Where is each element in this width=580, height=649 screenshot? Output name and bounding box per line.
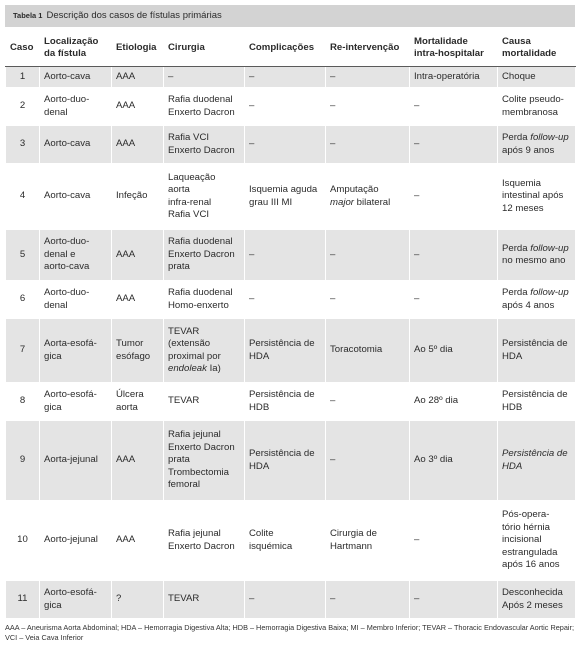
cell-causa: [498, 319, 576, 383]
cell-cirurgia: [164, 421, 245, 501]
cell-mortalidade-text: Intra-operatória: [414, 70, 480, 82]
cell-mortalidade: [410, 319, 498, 383]
cell-etiologia-text: AAA: [116, 293, 136, 305]
cell-localizacao-text: Aorta-esofá- gica: [44, 338, 97, 362]
cell-causa-text: Persistência de HDA: [502, 338, 568, 362]
cell-mortalidade-text: –: [414, 138, 420, 150]
col-header-caso: Caso: [6, 29, 40, 67]
cell-caso: [6, 230, 40, 281]
cell-caso-text: 11: [17, 593, 28, 605]
cell-cirurgia-text: Rafia VCI Enxerto Dacron: [168, 132, 235, 156]
cell-localizacao-text: Aorto-duo- denal: [44, 287, 90, 311]
cell-reintervencao-text: –: [330, 70, 336, 82]
table-row: [6, 581, 576, 619]
col-header-mortalidade: Mortalidade intra-hospitalar: [410, 29, 498, 67]
table-row: [6, 383, 576, 421]
cell-causa-text: Persistência de HDB: [502, 389, 568, 413]
cell-localizacao: [40, 281, 112, 319]
header-row: [6, 29, 576, 67]
cell-localizacao-text: Aorto-duo- denal e aorto-cava: [44, 236, 90, 273]
cell-causa-italic: follow-up: [530, 242, 569, 254]
cell-reintervencao: [326, 581, 410, 619]
cell-cirurgia-text: Ia): [206, 363, 221, 374]
cell-caso-text: 7: [19, 344, 26, 356]
cell-complicacoes: [245, 581, 326, 619]
cell-complicacoes-text: Isquemia aguda grau III MI: [249, 184, 318, 208]
cell-caso: [6, 67, 40, 88]
cell-etiologia-text: AAA: [116, 534, 136, 546]
cell-localizacao: [40, 383, 112, 421]
cell-mortalidade: [410, 164, 498, 230]
cell-localizacao: [40, 319, 112, 383]
cell-localizacao-text: Aorta-jejunal: [44, 454, 98, 466]
cell-cirurgia: [164, 67, 245, 88]
cell-reintervencao-text: Cirurgia de Hartmann: [330, 528, 377, 552]
cell-caso: [6, 319, 40, 383]
cell-caso-text: 6: [19, 293, 26, 305]
table-caption: [5, 5, 575, 27]
cell-causa: [498, 383, 576, 421]
cell-caso-text: 1: [19, 70, 26, 82]
cell-causa: [498, 164, 576, 230]
cell-complicacoes: [245, 281, 326, 319]
table-row: [6, 67, 576, 88]
cell-reintervencao: [326, 67, 410, 88]
cell-complicacoes-text: Colite isquémica: [249, 528, 293, 552]
cell-etiologia: [112, 88, 164, 126]
cell-cirurgia-text: Rafia jejunal Enxerto Dacron prata Trombectomia femoral: [168, 429, 235, 491]
cell-etiologia: [112, 319, 164, 383]
cell-cirurgia-italic: endoleak: [168, 363, 207, 374]
cell-localizacao-text: Aorto-esofá- gica: [44, 587, 97, 611]
cell-causa-text: Desconhecida Após 2 meses: [502, 587, 563, 611]
cell-reintervencao: [326, 319, 410, 383]
cell-mortalidade-text: –: [414, 248, 420, 260]
cell-localizacao-text: Aorto-esofá- gica: [44, 389, 97, 413]
cell-reintervencao: [326, 281, 410, 319]
cell-localizacao: [40, 581, 112, 619]
cell-localizacao-text: Aorto-cava: [44, 70, 91, 82]
cell-cirurgia-text: TEVAR: [168, 593, 200, 605]
table-row: [6, 319, 576, 383]
cell-caso-text: 4: [19, 190, 26, 202]
cell-caso-text: 2: [19, 100, 26, 112]
cell-etiologia-text: ?: [116, 593, 122, 605]
cell-etiologia: [112, 281, 164, 319]
cell-reintervencao: [326, 501, 410, 581]
cell-complicacoes-text: –: [249, 293, 255, 305]
cell-mortalidade: [410, 67, 498, 88]
cell-caso-text: 10: [17, 534, 28, 546]
cell-complicacoes-text: Persistência de HDA: [249, 448, 315, 472]
cell-complicacoes: [245, 383, 326, 421]
cell-caso: [6, 126, 40, 164]
cell-causa-text: após 9 anos: [502, 144, 555, 156]
cell-etiologia-text: AAA: [116, 100, 136, 112]
cell-complicacoes-text: Persistência de HDA: [249, 338, 315, 362]
cell-cirurgia-text: Rafia jejunal Enxerto Dacron: [168, 528, 235, 552]
cases-table: [5, 28, 576, 619]
col-header-causa: Causa mortalidade: [498, 29, 576, 67]
cell-causa: [498, 421, 576, 501]
cell-mortalidade: [410, 281, 498, 319]
cell-localizacao-text: Aorto-cava: [44, 138, 91, 150]
cell-causa-text: Choque: [502, 70, 536, 82]
cell-causa-text: Perda: [502, 242, 531, 254]
cell-cirurgia-text: –: [168, 70, 174, 82]
cell-causa-italic: follow-up: [530, 287, 569, 298]
cell-cirurgia: [164, 230, 245, 281]
cell-reintervencao-text: –: [330, 454, 336, 466]
cell-complicacoes: [245, 230, 326, 281]
cell-caso: [6, 281, 40, 319]
table-footnote: AAA – Aneurisma Aorta Abdominal; HDA – Hemorragia Digestiva Alta; HDB – Hemorragia Digestiva Baixa; MI – Membro Inferior; TEVAR – Thoracic Endovascular Aortic Repair; VCI – Veia Cava Inferior: [5, 623, 574, 642]
cell-etiologia: [112, 126, 164, 164]
cell-localizacao-text: Aorto-jejunal: [44, 534, 98, 546]
cell-causa: [498, 281, 576, 319]
table-row: [6, 164, 576, 230]
col-header-localizacao: Localização da fístula: [40, 29, 112, 67]
col-header-complicacoes: Complicações: [245, 29, 326, 67]
cell-complicacoes: [245, 67, 326, 88]
cell-reintervencao-text: –: [330, 248, 336, 260]
cell-caso-text: 5: [19, 248, 26, 260]
cell-mortalidade-text: –: [414, 293, 420, 305]
cell-complicacoes-text: Persistência de HDB: [249, 389, 315, 413]
cell-etiologia: [112, 581, 164, 619]
cell-reintervencao-text: Amputação: [330, 184, 379, 195]
cell-etiologia-text: Úlcera aorta: [116, 389, 144, 413]
cell-cirurgia: [164, 88, 245, 126]
cell-caso: [6, 88, 40, 126]
cell-causa-text: Perda: [502, 132, 531, 143]
cell-cirurgia: [164, 581, 245, 619]
cell-localizacao: [40, 88, 112, 126]
cell-etiologia: [112, 383, 164, 421]
cell-reintervencao-text: –: [330, 395, 336, 407]
cell-reintervencao-italic: major: [330, 196, 354, 208]
cell-complicacoes-text: –: [249, 70, 255, 82]
cell-causa: [498, 581, 576, 619]
col-header-etiologia: Etiologia: [112, 29, 164, 67]
cell-reintervencao: [326, 383, 410, 421]
cell-caso: [6, 421, 40, 501]
cell-etiologia: [112, 67, 164, 88]
cell-mortalidade: [410, 88, 498, 126]
table-title: Descrição dos casos de fístulas primárias: [46, 10, 222, 21]
cell-reintervencao-text: Toracotomia: [330, 344, 383, 356]
table-row: [6, 126, 576, 164]
cell-mortalidade: [410, 230, 498, 281]
cell-localizacao: [40, 164, 112, 230]
cell-localizacao: [40, 501, 112, 581]
cell-localizacao: [40, 230, 112, 281]
cell-reintervencao: [326, 126, 410, 164]
cell-cirurgia-text: Laqueação aorta infra-renal Rafia VCI: [168, 171, 216, 220]
cell-cirurgia-text: TEVAR (extensão proximal por: [168, 325, 221, 362]
cell-mortalidade: [410, 581, 498, 619]
cell-etiologia: [112, 164, 164, 230]
cell-reintervencao-text: –: [330, 293, 336, 305]
cell-mortalidade-text: Ao 3º dia: [414, 454, 453, 466]
cell-complicacoes: [245, 164, 326, 230]
cell-complicacoes-text: –: [249, 100, 255, 112]
cell-reintervencao-text: –: [330, 138, 336, 150]
cell-causa: [498, 501, 576, 581]
cell-causa-text: após 4 anos: [502, 299, 555, 311]
cell-cirurgia-text: Rafia duodenal Homo-enxerto: [168, 287, 233, 311]
cell-cirurgia-text: Rafia duodenal Enxerto Dacron: [168, 94, 235, 118]
cell-caso-text: 9: [19, 454, 26, 466]
cell-reintervencao: [326, 421, 410, 501]
cell-etiologia: [112, 230, 164, 281]
col-header-reintervencao: Re-intervenção: [326, 29, 410, 67]
cell-reintervencao: [326, 230, 410, 281]
cell-mortalidade-text: –: [414, 534, 420, 546]
cell-causa-italic: follow-up: [530, 132, 569, 143]
table-label: Tabela 1: [13, 11, 43, 20]
cell-etiologia: [112, 501, 164, 581]
cell-causa-text: Pós-opera- tório hérnia incisional estrangulada após 16 anos: [502, 509, 560, 571]
cell-mortalidade-text: –: [414, 593, 420, 605]
cell-localizacao-text: Aorto-duo- denal: [44, 94, 90, 118]
cell-caso: [6, 383, 40, 421]
cell-etiologia-text: AAA: [116, 70, 136, 82]
cell-causa-text: Isquemia intestinal após 12 meses: [502, 177, 564, 214]
cell-caso-text: 8: [19, 395, 26, 407]
cell-localizacao-text: Aorto-cava: [44, 190, 91, 202]
cell-cirurgia: [164, 501, 245, 581]
cell-etiologia-text: Infeção: [116, 190, 148, 202]
cell-causa: [498, 126, 576, 164]
cell-etiologia-text: AAA: [116, 454, 136, 466]
cell-reintervencao: [326, 164, 410, 230]
cell-causa-italic: Persistência de HDA: [502, 448, 568, 472]
cell-caso: [6, 501, 40, 581]
cell-cirurgia-text: TEVAR: [168, 395, 200, 407]
cell-causa: [498, 230, 576, 281]
cell-cirurgia: [164, 319, 245, 383]
cell-reintervencao-text: bilateral: [354, 196, 391, 208]
cell-cirurgia: [164, 126, 245, 164]
cell-caso: [6, 581, 40, 619]
cell-complicacoes-text: –: [249, 248, 255, 260]
cell-cirurgia: [164, 281, 245, 319]
cell-reintervencao-text: –: [330, 593, 336, 605]
cell-complicacoes: [245, 501, 326, 581]
cell-cirurgia: [164, 383, 245, 421]
cell-mortalidade: [410, 383, 498, 421]
cell-etiologia-text: Tumor esófago: [116, 338, 151, 362]
cell-complicacoes: [245, 88, 326, 126]
table-row: [6, 421, 576, 501]
cell-complicacoes: [245, 126, 326, 164]
col-header-cirurgia: Cirurgia: [164, 29, 245, 67]
cell-causa: [498, 88, 576, 126]
cell-reintervencao: [326, 88, 410, 126]
cell-etiologia: [112, 421, 164, 501]
table-row: [6, 501, 576, 581]
cell-causa-text: Perda: [502, 287, 531, 298]
cell-causa: [498, 67, 576, 88]
cell-mortalidade-text: Ao 28º dia: [414, 395, 459, 407]
cell-caso-text: 3: [19, 138, 26, 150]
cell-localizacao: [40, 126, 112, 164]
cell-cirurgia: [164, 164, 245, 230]
cell-cirurgia-text: Rafia duodenal Enxerto Dacron prata: [168, 236, 235, 273]
cell-causa-text: no mesmo ano: [502, 255, 566, 266]
cell-mortalidade-text: –: [414, 100, 420, 112]
cell-caso: [6, 164, 40, 230]
cell-reintervencao-text: –: [330, 100, 336, 112]
table-row: [6, 281, 576, 319]
cell-mortalidade: [410, 126, 498, 164]
cell-complicacoes: [245, 319, 326, 383]
cell-etiologia-text: AAA: [116, 248, 136, 260]
cell-complicacoes-text: –: [249, 593, 255, 605]
cell-mortalidade: [410, 421, 498, 501]
table-body: [6, 67, 576, 619]
table-row: [6, 230, 576, 281]
cell-complicacoes: [245, 421, 326, 501]
cell-causa-text: Colite pseudo- membranosa: [502, 94, 564, 118]
cell-complicacoes-text: –: [249, 138, 255, 150]
table-row: [6, 88, 576, 126]
cell-mortalidade: [410, 501, 498, 581]
cell-mortalidade-text: Ao 5º dia: [414, 344, 453, 356]
cell-etiologia-text: AAA: [116, 138, 136, 150]
cell-localizacao: [40, 67, 112, 88]
cell-localizacao: [40, 421, 112, 501]
cell-mortalidade-text: –: [414, 190, 420, 202]
